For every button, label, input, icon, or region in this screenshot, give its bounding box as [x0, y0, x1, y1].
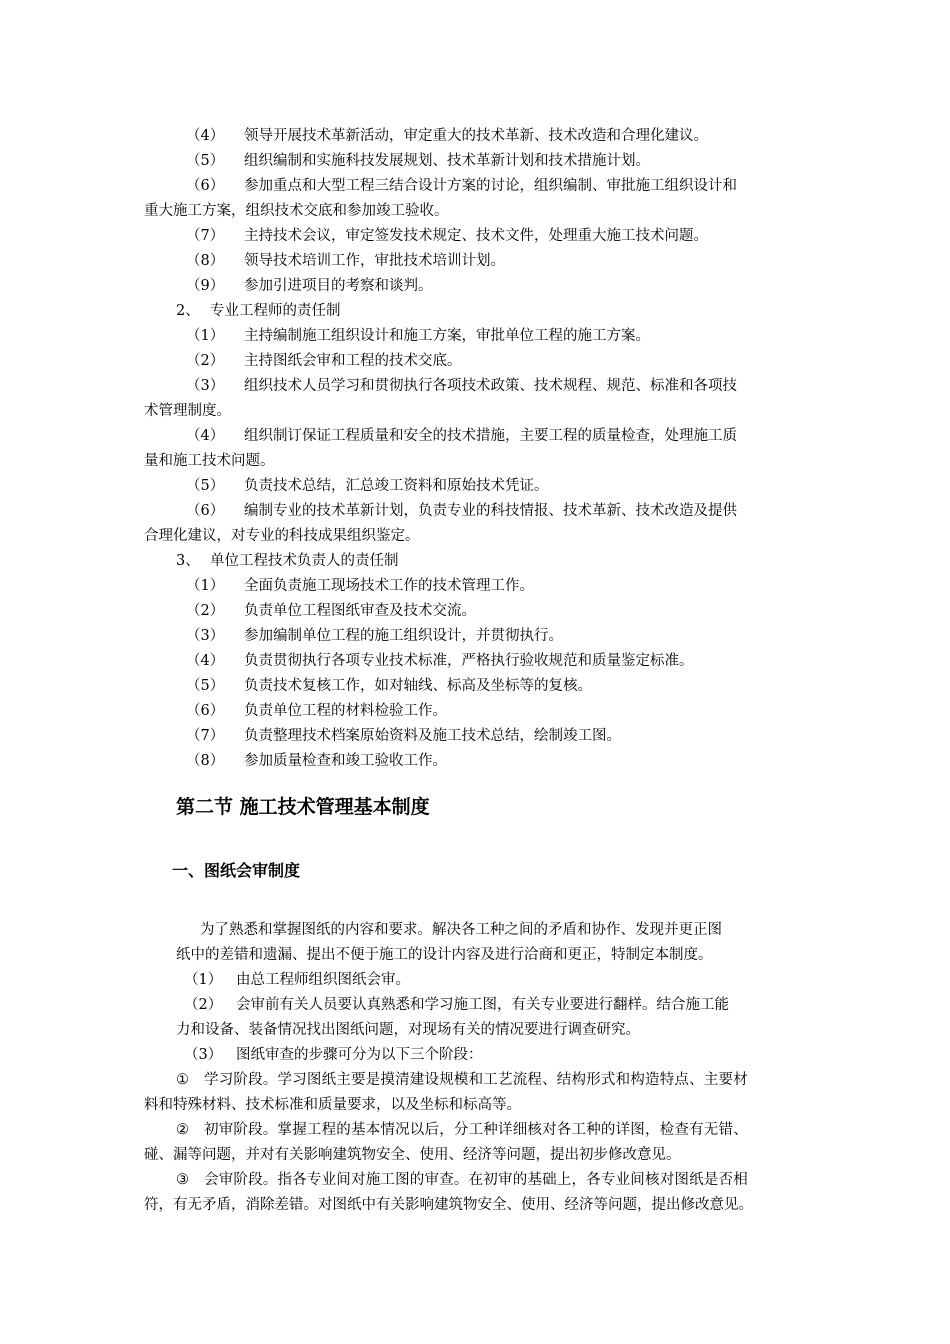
list-item-continuation: 术管理制度。	[144, 403, 231, 419]
stage-item: ③ 会审阶段。指各专业间对施工图的审查。在初审的基础上，各专业间核对图纸是否相	[176, 1172, 748, 1188]
list-item: （5） 负责技术总结，汇总竣工资料和原始技术凭证。	[186, 478, 549, 494]
stage-item: ② 初审阶段。掌握工程的基本情况以后，分工种详细核对各工种的详图，检查有无错、	[176, 1122, 748, 1138]
list-item: （4） 领导开展技术革新活动，审定重大的技术革新、技术改造和合理化建议。	[186, 128, 708, 144]
list-item-continuation: 力和设备、装备情况找出图纸问题，对现场有关的情况要进行调查研究。	[176, 1022, 640, 1038]
list-item: （6） 负责单位工程的材料检验工作。	[186, 703, 447, 719]
list-item: （1） 全面负责施工现场技术工作的技术管理工作。	[186, 578, 534, 594]
list-item: （4） 负责贯彻执行各项专业技术标准，严格执行验收规范和质量鉴定标准。	[186, 653, 694, 669]
list-item: （8） 参加质量检查和竣工验收工作。	[186, 753, 447, 769]
list-item: （1） 由总工程师组织图纸会审。	[184, 972, 410, 988]
list-item: （3） 组织技术人员学习和贯彻执行各项技术政策、技术规程、规范、标准和各项技	[186, 378, 737, 394]
list-item: （2） 主持图纸会审和工程的技术交底。	[186, 353, 462, 369]
subsection-title: 一、图纸会审制度	[172, 861, 301, 880]
list-item: （5） 组织编制和实施科技发展规划、技术革新计划和技术措施计划。	[186, 153, 650, 169]
list-item: （2） 会审前有关人员要认真熟悉和学习施工图，有关专业要进行翻样。结合施工能	[184, 997, 729, 1013]
stage-item-continuation: 碰、漏等问题，并对有关影响建筑物安全、使用、经济等问题，提出初步修改意见。	[144, 1147, 681, 1163]
list-item: （2） 负责单位工程图纸审查及技术交流。	[186, 603, 476, 619]
list-item-continuation: 量和施工技术问题。	[144, 453, 275, 469]
intro-paragraph-line: 纸中的差错和遗漏、提出不便于施工的设计内容及进行洽商和更正，特制定本制度。	[176, 947, 713, 963]
stage-item-continuation: 符，有无矛盾，消除差错。对图纸中有关影响建筑物安全、使用、经济等问题，提出修改意见。	[144, 1197, 753, 1213]
list-item-continuation: 重大施工方案，组织技术交底和参加竣工验收。	[144, 203, 449, 219]
list-item: （9） 参加引进项目的考察和谈判。	[186, 278, 433, 294]
list-item: （1） 主持编制施工组织设计和施工方案，审批单位工程的施工方案。	[186, 328, 650, 344]
list-item: （8） 领导技术培训工作，审批技术培训计划。	[186, 253, 505, 269]
sub-heading-2: 2、 专业工程师的责任制	[176, 303, 341, 319]
list-item: （6） 编制专业的技术革新计划，负责专业的科技情报、技术革新、技术改造及提供	[186, 503, 737, 519]
intro-paragraph-line: 为了熟悉和掌握图纸的内容和要求。解决各工种之间的矛盾和协作、发现并更正图	[200, 922, 722, 938]
section-title: 第二节 施工技术管理基本制度	[176, 796, 430, 818]
list-item: （3） 参加编制单位工程的施工组织设计，并贯彻执行。	[186, 628, 563, 644]
list-item-continuation: 合理化建议，对专业的科技成果组织鉴定。	[144, 528, 420, 544]
list-item: （5） 负责技术复核工作，如对轴线、标高及坐标等的复核。	[186, 678, 592, 694]
list-item: （7） 负责整理技术档案原始资料及施工技术总结，绘制竣工图。	[186, 728, 621, 744]
list-item: （7） 主持技术会议，审定签发技术规定、技术文件，处理重大施工技术问题。	[186, 228, 708, 244]
list-item: （3） 图纸审查的步骤可分为以下三个阶段：	[184, 1047, 483, 1063]
stage-item: ① 学习阶段。学习图纸主要是摸清建设规模和工艺流程、结构形式和构造特点、主要材	[176, 1072, 748, 1088]
list-item: （4） 组织制订保证工程质量和安全的技术措施，主要工程的质量检查，处理施工质	[186, 428, 737, 444]
stage-item-continuation: 料和特殊材料、技术标准和质量要求，以及坐标和标高等。	[144, 1097, 521, 1113]
list-item: （6） 参加重点和大型工程三结合设计方案的讨论，组织编制、审批施工组织设计和	[186, 178, 737, 194]
sub-heading-3: 3、 单位工程技术负责人的责任制	[176, 553, 399, 569]
